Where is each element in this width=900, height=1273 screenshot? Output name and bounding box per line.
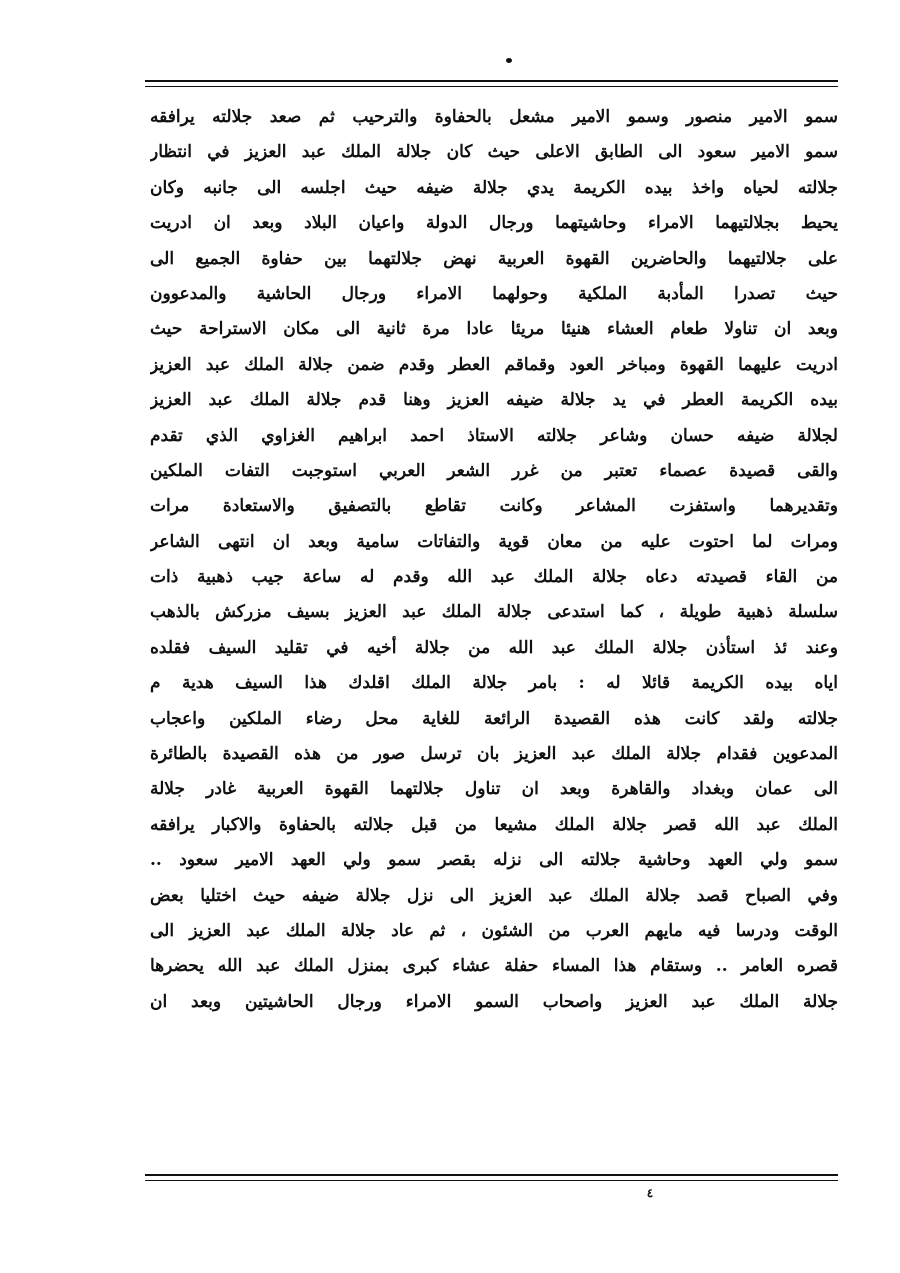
text-line: وفي الصباح قصد جلالة الملك عبد العزيز الى نزل جلالة ضيفه حيث اختليا بعض [150,885,838,906]
text-line: جلالة الملك عبد العزيز واصحاب السمو الامراء ورجال الحاشيتين وبعد ان [150,991,838,1012]
text-line: الوقت ودرسا فيه مايهم العرب من الشئون ، ثم عاد جلالة الملك عبد العزيز الى [150,920,838,941]
text-line: الى عمان وبغداد والقاهرة وبعد ان تناول جلالتهما القهوة العربية غادر جلالة [150,779,838,800]
page-number: ٤ [646,1186,654,1200]
text-line: حيث تصدرا المأدبة الملكية وحولهما الامراء ورجال الحاشية والمدعوون [150,283,838,304]
text-line: وبعد ان تناولا طعام العشاء هنيئا مريئا عادا مرة ثانية الى مكان الاستراحة حيث [150,319,838,340]
text-line: لجلالة ضيفه حسان وشاعر جلالته الاستاذ احمد ابراهيم الغزاوي الذي تقدم [150,425,838,446]
bottom-rule-thin [145,1180,838,1181]
text-line: سمو الامير منصور وسمو الامير مشعل بالحفاوة والترحيب ثم صعد جلالته يرافقه [150,107,838,127]
text-line: سمو الامير سعود الى الطابق الاعلى حيث كان جلالة الملك عبد العزيز في انتظار [150,142,838,163]
text-line: جلالته ولقد كانت هذه القصيدة الرائعة للغاية محل رضاء الملكين واعجاب [150,708,838,729]
text-line: ومرات لما احتوت عليه من معان قوية والتفاتات سامية وبعد ان انتهى الشاعر [150,531,838,552]
text-line: الملك عبد الله قصر جلالة الملك مشيعا من قبل جلالته بالحفاوة والاكبار يرافقه [150,814,838,835]
ink-mark [506,58,512,63]
text-line: يحيط بجلالتيهما الامراء وحاشيتهما ورجال الدولة واعيان البلاد وبعد ان ادريت [150,213,838,234]
text-line: سلسلة ذهبية طويلة ، كما استدعى جلالة الملك عبد العزيز بسيف مزركش بالذهب [150,602,838,623]
text-line: والقى قصيدة عصماء تعتبر من غرر الشعر العربي استوجبت التفات الملكين [150,460,838,481]
text-line: وعند ئذ استأذن جلالة الملك عبد الله من جلالة أخيه في تقليد السيف فقلده [150,637,838,658]
text-line: قصره العامر .. وستقام هذا المساء حفلة عشاء كبرى بمنزل الملك عبد الله يحضرها [150,956,838,977]
text-line: وتقديرهما واستفزت المشاعر وكانت تقاطع بالتصفيق والاستعادة مرات [150,496,838,517]
top-rule-thin [145,86,838,87]
text-line: ادريت عليهما القهوة ومباخر العود وقماقم العطر وقدم ضمن جلالة الملك عبد العزيز [150,354,838,375]
text-line: اياه بيده الكريمة قائلا له : بامر جلالة الملك اقلدك هذا السيف هدية م [150,673,838,694]
top-rule-thick [145,80,838,82]
text-line: على جلالتيهما والحاضرين القهوة العربية نهض جلالتهما بين حفاوة الجميع الى [150,248,838,269]
text-line: جلالته لحياه واخذ بيده الكريمة يدي جلالة ضيفه حيث اجلسه الى جانبه وكان [150,177,838,198]
text-line: سمو ولي العهد وحاشية جلالته الى نزله بقصر سمو ولي العهد الامير سعود .. [150,850,838,871]
text-line: من القاء قصيدته دعاه جلالة الملك عبد الله وقدم له ساعة جيب ذهبية ذات [150,567,838,588]
text-line: المدعوين فقدام جلالة الملك عبد العزيز بان ترسل صور من هذه القصيدة بالطائرة [150,744,838,765]
bottom-rule-thick [145,1174,838,1176]
text-line: بيده الكريمة العطر في يد جلالة ضيفه العزيز وهنا قدم جلالة الملك عبد العزيز [150,390,838,411]
body-text [150,100,838,1020]
